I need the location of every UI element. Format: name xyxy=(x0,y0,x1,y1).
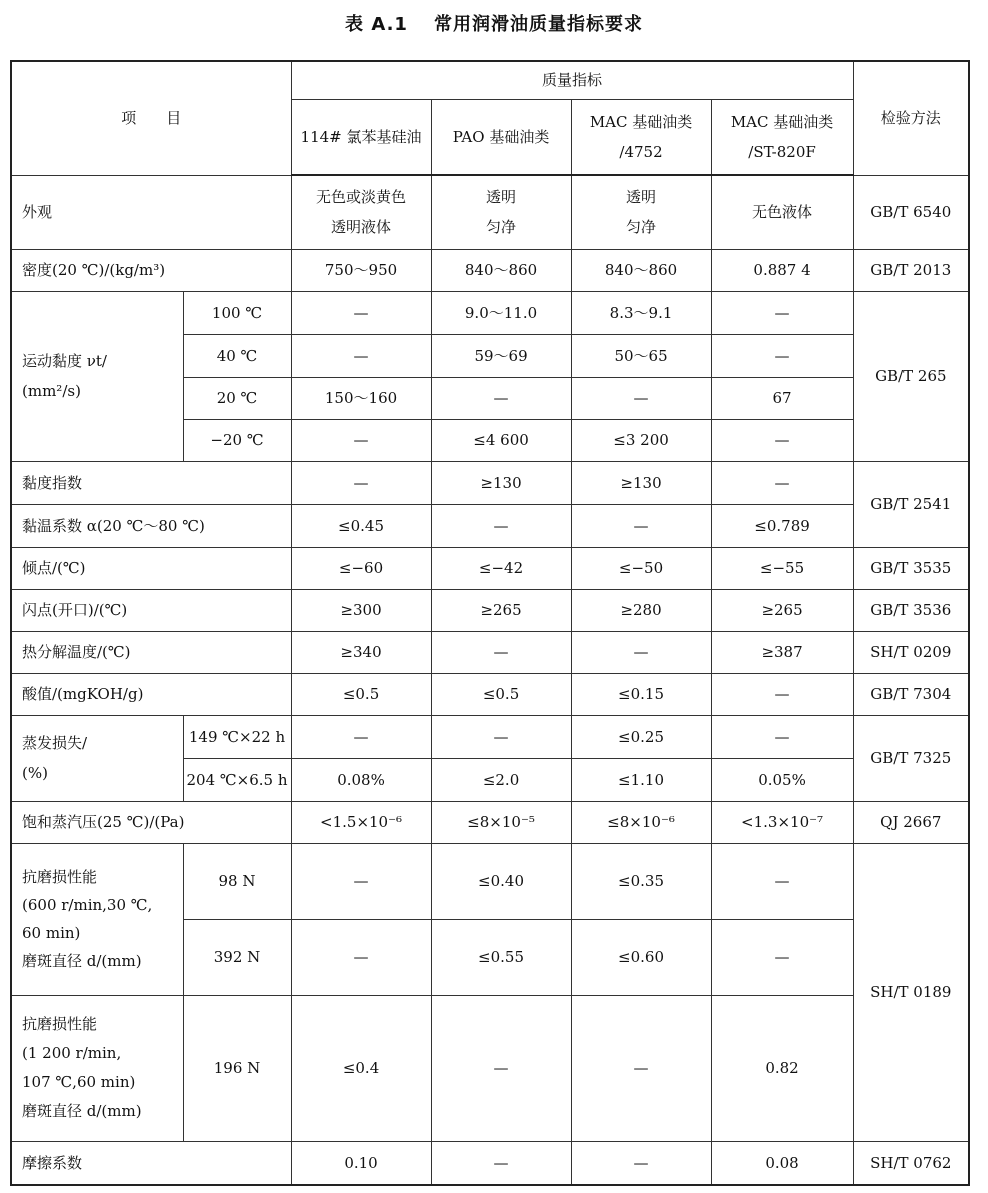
sub-label: 100 ℃ xyxy=(183,291,291,334)
cell: ≥387 xyxy=(711,631,853,673)
table-row xyxy=(11,801,969,843)
method-cell: GB/T 3535 xyxy=(853,547,969,589)
table-row xyxy=(11,249,969,291)
row-label: 抗磨损性能 (600 r/min,30 ℃, 60 min) 磨斑直径 d/(mm) xyxy=(11,843,183,995)
cell: ≥300 xyxy=(291,589,431,631)
row-label: 摩擦系数 xyxy=(11,1141,291,1185)
cell: <1.5×10⁻⁶ xyxy=(291,801,431,843)
cell: — xyxy=(431,631,571,673)
cell: ≤0.55 xyxy=(431,919,571,995)
row-label: 运动黏度 νt/ (mm²/s) xyxy=(11,291,183,461)
cell: 0.10 xyxy=(291,1141,431,1185)
cell: ≤−60 xyxy=(291,547,431,589)
cell: ≤0.4 xyxy=(291,995,431,1141)
table-row xyxy=(11,673,969,715)
cell: — xyxy=(711,291,853,334)
row-label: 热分解温度/(℃) xyxy=(11,631,291,673)
cell: — xyxy=(431,377,571,419)
method-cell: GB/T 7325 xyxy=(853,715,969,801)
cell: — xyxy=(711,461,853,504)
table-title: 常用润滑油质量指标要求 xyxy=(433,14,643,35)
sub-label: 204 ℃×6.5 h xyxy=(183,758,291,801)
method-cell: SH/T 0762 xyxy=(853,1141,969,1185)
cell: ≤1.10 xyxy=(571,758,711,801)
quality-spec-table xyxy=(10,60,970,1186)
cell: ≤0.35 xyxy=(571,843,711,919)
cell: ≤0.789 xyxy=(711,504,853,547)
table-row xyxy=(11,504,969,547)
table-row xyxy=(11,1141,969,1185)
cell: ≤3 200 xyxy=(571,419,711,461)
cell: 50～65 xyxy=(571,334,711,377)
cell: ≤0.5 xyxy=(291,673,431,715)
cell: 59～69 xyxy=(431,334,571,377)
row-label: 闪点(开口)/(℃) xyxy=(11,589,291,631)
cell: <1.3×10⁻⁷ xyxy=(711,801,853,843)
table-row xyxy=(11,589,969,631)
row-label: 黏温系数 α(20 ℃～80 ℃) xyxy=(11,504,291,547)
row-label: 外观 xyxy=(11,175,291,249)
cell: — xyxy=(291,715,431,758)
cell: ≤−55 xyxy=(711,547,853,589)
cell: ≤0.25 xyxy=(571,715,711,758)
cell: — xyxy=(431,504,571,547)
header-col-114: 114# 氯苯基硅油 xyxy=(291,99,431,175)
cell: — xyxy=(571,995,711,1141)
table-row xyxy=(11,995,969,1141)
cell: 透明 匀净 xyxy=(431,175,571,249)
method-cell: GB/T 265 xyxy=(853,291,969,461)
cell: — xyxy=(571,377,711,419)
cell: 9.0～11.0 xyxy=(431,291,571,334)
cell: ≤0.15 xyxy=(571,673,711,715)
cell: 840～860 xyxy=(431,249,571,291)
cell: ≥265 xyxy=(431,589,571,631)
sub-label: 98 N xyxy=(183,843,291,919)
cell: ≥265 xyxy=(711,589,853,631)
table-number: 表 A.1 xyxy=(345,14,408,35)
cell: ≤2.0 xyxy=(431,758,571,801)
table-row xyxy=(11,631,969,673)
cell: — xyxy=(571,631,711,673)
method-cell: SH/T 0189 xyxy=(853,843,969,1141)
cell: 150～160 xyxy=(291,377,431,419)
cell: 8.3～9.1 xyxy=(571,291,711,334)
sub-label: 196 N xyxy=(183,995,291,1141)
table-caption xyxy=(0,10,988,36)
header-col-st820f: MAC 基础油类 /ST-820F xyxy=(711,99,853,175)
cell: — xyxy=(291,419,431,461)
cell: 0.82 xyxy=(711,995,853,1141)
cell: — xyxy=(711,715,853,758)
sub-label: 392 N xyxy=(183,919,291,995)
cell: 无色或淡黄色 透明液体 xyxy=(291,175,431,249)
cell: ≤8×10⁻⁶ xyxy=(571,801,711,843)
cell: — xyxy=(291,334,431,377)
cell: — xyxy=(291,461,431,504)
row-label: 蒸发损失/ (%) xyxy=(11,715,183,801)
cell: — xyxy=(431,995,571,1141)
sub-label: 149 ℃×22 h xyxy=(183,715,291,758)
sub-label: 20 ℃ xyxy=(183,377,291,419)
row-label: 密度(20 ℃)/(kg/m³) xyxy=(11,249,291,291)
cell: — xyxy=(291,919,431,995)
cell: — xyxy=(291,291,431,334)
method-cell: GB/T 2541 xyxy=(853,461,969,547)
sub-label: 40 ℃ xyxy=(183,334,291,377)
cell: 0.08 xyxy=(711,1141,853,1185)
row-label: 抗磨损性能 (1 200 r/min, 107 ℃,60 min) 磨斑直径 d/(mm) xyxy=(11,995,183,1141)
method-cell: SH/T 0209 xyxy=(853,631,969,673)
header-method: 检验方法 xyxy=(853,61,969,175)
method-cell: GB/T 2013 xyxy=(853,249,969,291)
method-cell: GB/T 7304 xyxy=(853,673,969,715)
cell: — xyxy=(711,334,853,377)
table-row xyxy=(11,715,969,758)
cell: ≤−50 xyxy=(571,547,711,589)
cell: ≤0.60 xyxy=(571,919,711,995)
header-col-pao: PAO 基础油类 xyxy=(431,99,571,175)
cell: 0.887 4 xyxy=(711,249,853,291)
method-cell: QJ 2667 xyxy=(853,801,969,843)
cell: — xyxy=(291,843,431,919)
cell: 0.05% xyxy=(711,758,853,801)
cell: ≥280 xyxy=(571,589,711,631)
cell: 无色液体 xyxy=(711,175,853,249)
cell: ≥340 xyxy=(291,631,431,673)
table-row xyxy=(11,291,969,334)
table-row xyxy=(11,461,969,504)
cell: — xyxy=(431,715,571,758)
table-row xyxy=(11,843,969,919)
cell: — xyxy=(711,919,853,995)
row-label: 饱和蒸汽压(25 ℃)/(Pa) xyxy=(11,801,291,843)
cell: 透明 匀净 xyxy=(571,175,711,249)
method-cell: GB/T 3536 xyxy=(853,589,969,631)
cell: 67 xyxy=(711,377,853,419)
cell: ≤0.40 xyxy=(431,843,571,919)
header-quality-group: 质量指标 xyxy=(291,61,853,99)
method-cell: GB/T 6540 xyxy=(853,175,969,249)
cell: — xyxy=(711,843,853,919)
cell: ≤0.5 xyxy=(431,673,571,715)
cell: ≤0.45 xyxy=(291,504,431,547)
cell: — xyxy=(571,1141,711,1185)
cell: 840～860 xyxy=(571,249,711,291)
sub-label: −20 ℃ xyxy=(183,419,291,461)
cell: — xyxy=(711,673,853,715)
cell: — xyxy=(431,1141,571,1185)
cell: 750～950 xyxy=(291,249,431,291)
header-col-mac4752: MAC 基础油类 /4752 xyxy=(571,99,711,175)
table-row xyxy=(11,175,969,249)
table-row xyxy=(11,547,969,589)
row-label: 倾点/(℃) xyxy=(11,547,291,589)
header-item: 项 目 xyxy=(11,61,291,175)
cell: ≤−42 xyxy=(431,547,571,589)
cell: ≥130 xyxy=(431,461,571,504)
row-label: 酸值/(mgKOH/g) xyxy=(11,673,291,715)
cell: ≤4 600 xyxy=(431,419,571,461)
cell: — xyxy=(571,504,711,547)
cell: — xyxy=(711,419,853,461)
row-label: 黏度指数 xyxy=(11,461,291,504)
cell: ≥130 xyxy=(571,461,711,504)
cell: 0.08% xyxy=(291,758,431,801)
cell: ≤8×10⁻⁵ xyxy=(431,801,571,843)
